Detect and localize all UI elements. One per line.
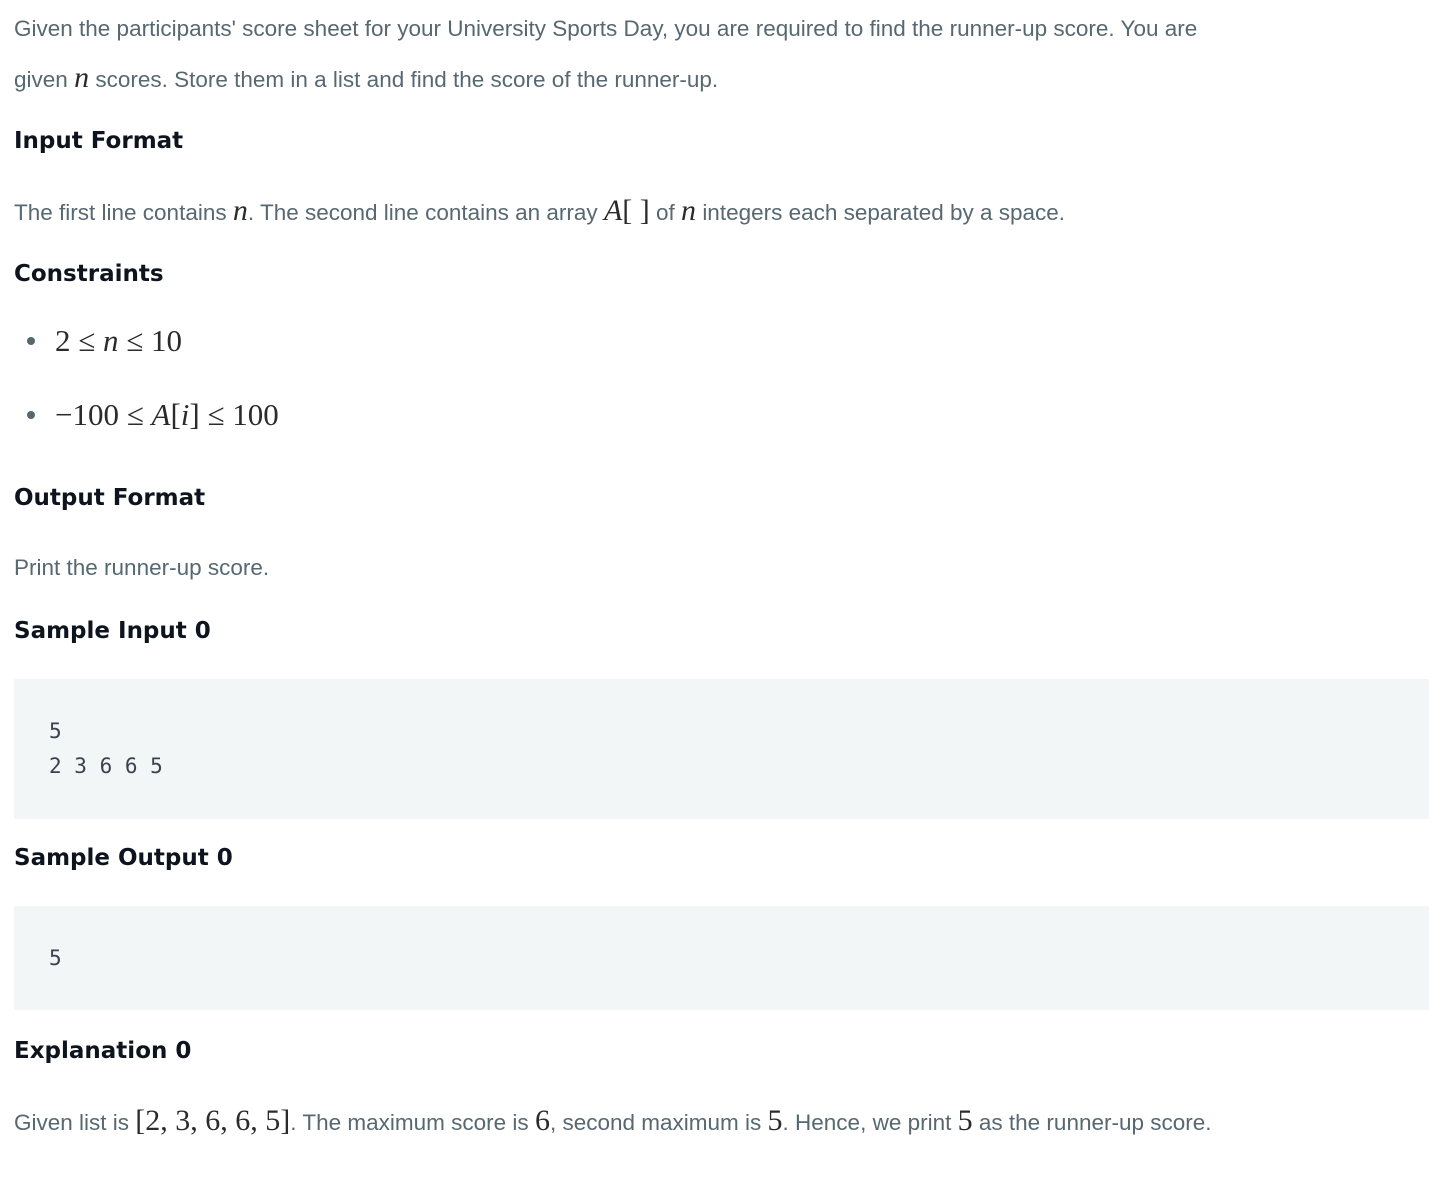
explanation-text-a: Given list is bbox=[14, 1110, 130, 1135]
intro-text-a: Given the participants' score sheet for your University Sports Day, you are required to find the runner-up score. You are bbox=[14, 16, 1198, 41]
input-format-var-n2: n bbox=[681, 194, 697, 227]
sample-output-heading: Sample Output 0 bbox=[14, 845, 233, 871]
explanation-text-c: , second maximum is bbox=[549, 1110, 762, 1135]
input-format-text-c: of bbox=[656, 200, 675, 225]
sample-input-heading: Sample Input 0 bbox=[14, 618, 211, 644]
constraints-heading: Constraints bbox=[14, 261, 164, 287]
constraint-item: −100 ≤ A[i] ≤ 100 bbox=[14, 397, 279, 433]
output-format-heading: Output Format bbox=[14, 485, 206, 511]
input-format-text-d: integers each separated by a space. bbox=[702, 200, 1066, 225]
output-format-paragraph bbox=[14, 543, 1429, 592]
intro-text-c: scores. Store them in a list and find the score of the runner-up. bbox=[95, 67, 719, 92]
explanation-text-e: as the runner-up score. bbox=[978, 1110, 1212, 1135]
code-line: 5 bbox=[49, 719, 62, 743]
bullet-icon bbox=[27, 337, 35, 345]
input-format-text-a: The first line contains bbox=[14, 200, 227, 225]
explanation-printed: 5 bbox=[957, 1104, 973, 1137]
input-format-paragraph bbox=[14, 186, 1429, 237]
explanation-heading: Explanation 0 bbox=[14, 1038, 192, 1064]
explanation-list: [2, 3, 6, 6, 5] bbox=[135, 1104, 291, 1137]
intro-paragraph bbox=[14, 4, 1429, 104]
explanation-max: 6 bbox=[534, 1104, 550, 1137]
intro-var-n: n bbox=[74, 61, 90, 94]
explanation-second: 5 bbox=[767, 1104, 783, 1137]
sample-output-codeblock bbox=[14, 906, 1429, 1010]
constraint-item: 2 ≤ n ≤ 10 bbox=[14, 323, 182, 359]
input-format-var-n: n bbox=[232, 194, 248, 227]
input-format-heading: Input Format bbox=[14, 128, 184, 154]
explanation-text-d: . Hence, we print bbox=[782, 1110, 952, 1135]
intro-text-b: given bbox=[14, 67, 68, 92]
code-line: 5 bbox=[49, 946, 62, 970]
explanation-paragraph bbox=[14, 1096, 1429, 1147]
input-format-text-b: . The second line contains an array bbox=[247, 200, 598, 225]
input-format-array: A[ ] bbox=[603, 194, 650, 227]
explanation-text-b: . The maximum score is bbox=[290, 1110, 529, 1135]
sample-input-codeblock bbox=[14, 679, 1429, 819]
output-format-text: Print the runner-up score. bbox=[14, 555, 270, 580]
bullet-icon bbox=[27, 411, 35, 419]
code-line: 2 3 6 6 5 bbox=[49, 754, 163, 778]
